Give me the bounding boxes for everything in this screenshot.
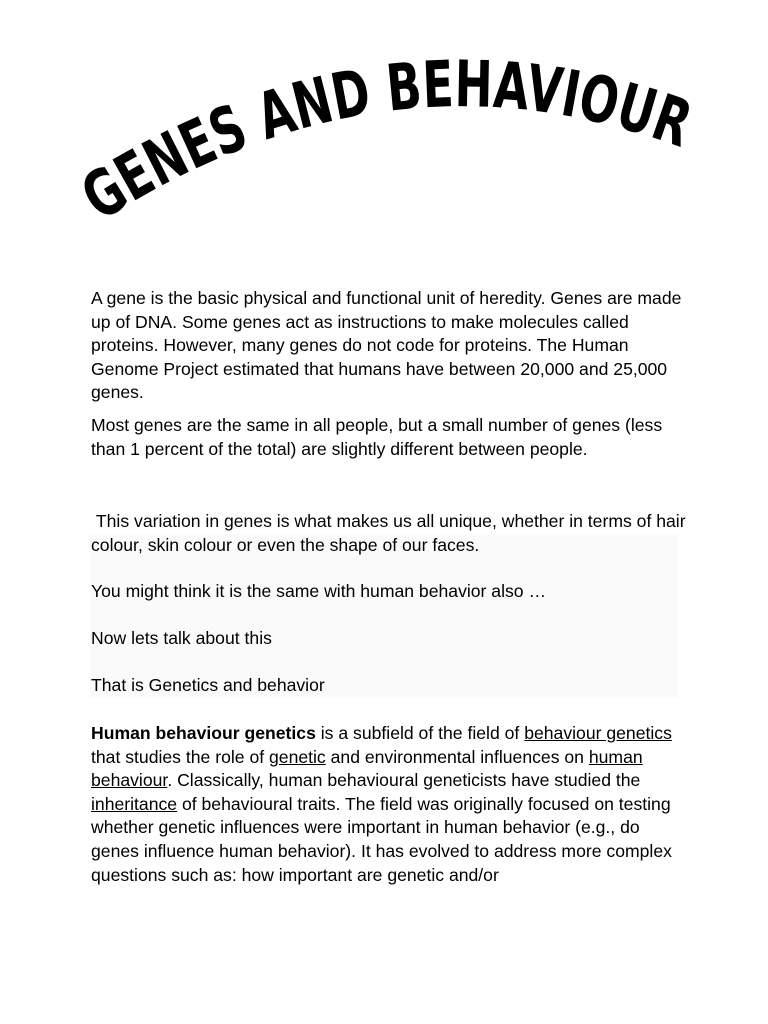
document-title xyxy=(0,0,768,270)
bold-term: Human behaviour genetics xyxy=(91,723,316,743)
text-run: and environmental influences on xyxy=(325,746,589,767)
link-behaviour[interactable]: behaviour xyxy=(91,770,168,791)
title-text: GENES AND BEHAVIOUR xyxy=(69,47,715,236)
wordart-title xyxy=(0,0,768,270)
link-behaviour-genetics[interactable]: behaviour genetics xyxy=(524,723,672,743)
text-run: that studies the role of xyxy=(91,746,269,767)
text-run: of behavioural traits. The field was originally focused on testing whether genetic influences were important in human behavior (e.g., do genes influence human behavior). It has evolved to address more complex questions such as: how important are genetic and/or xyxy=(91,793,672,885)
text-run: is a subfield of the field of xyxy=(315,723,525,743)
paragraph-genetics: That is Genetics and behavior xyxy=(91,675,325,695)
link-human[interactable]: human xyxy=(588,746,643,767)
link-genetic[interactable]: genetic xyxy=(269,746,326,767)
paragraph-behavior: You might think it is the same with human behavior also … xyxy=(91,581,547,601)
link-inheritance[interactable]: inheritance xyxy=(91,793,178,814)
paragraph-uniqueness: This variation in genes is what makes us all unique, whether in terms of hair colour, skin colour or even the shape of our faces. xyxy=(91,511,691,555)
paragraph-variation: Most genes are the same in all people, but a small number of genes (less than 1 percent of the total) are slightly different between people. xyxy=(91,415,663,459)
paragraph-intro: A gene is the basic physical and functional unit of heredity. Genes are made up of DNA. Some genes act as instructions to make molecules called proteins. However, many genes do not code for proteins. The Human Genome Project estimated that humans have between 20,000 and 25,000 genes. xyxy=(91,288,682,403)
paragraph-talk: Now lets talk about this xyxy=(91,628,272,648)
paragraph-definition xyxy=(91,722,686,887)
text-run: . Classically, human behavioural geneticists have studied the xyxy=(167,770,641,791)
